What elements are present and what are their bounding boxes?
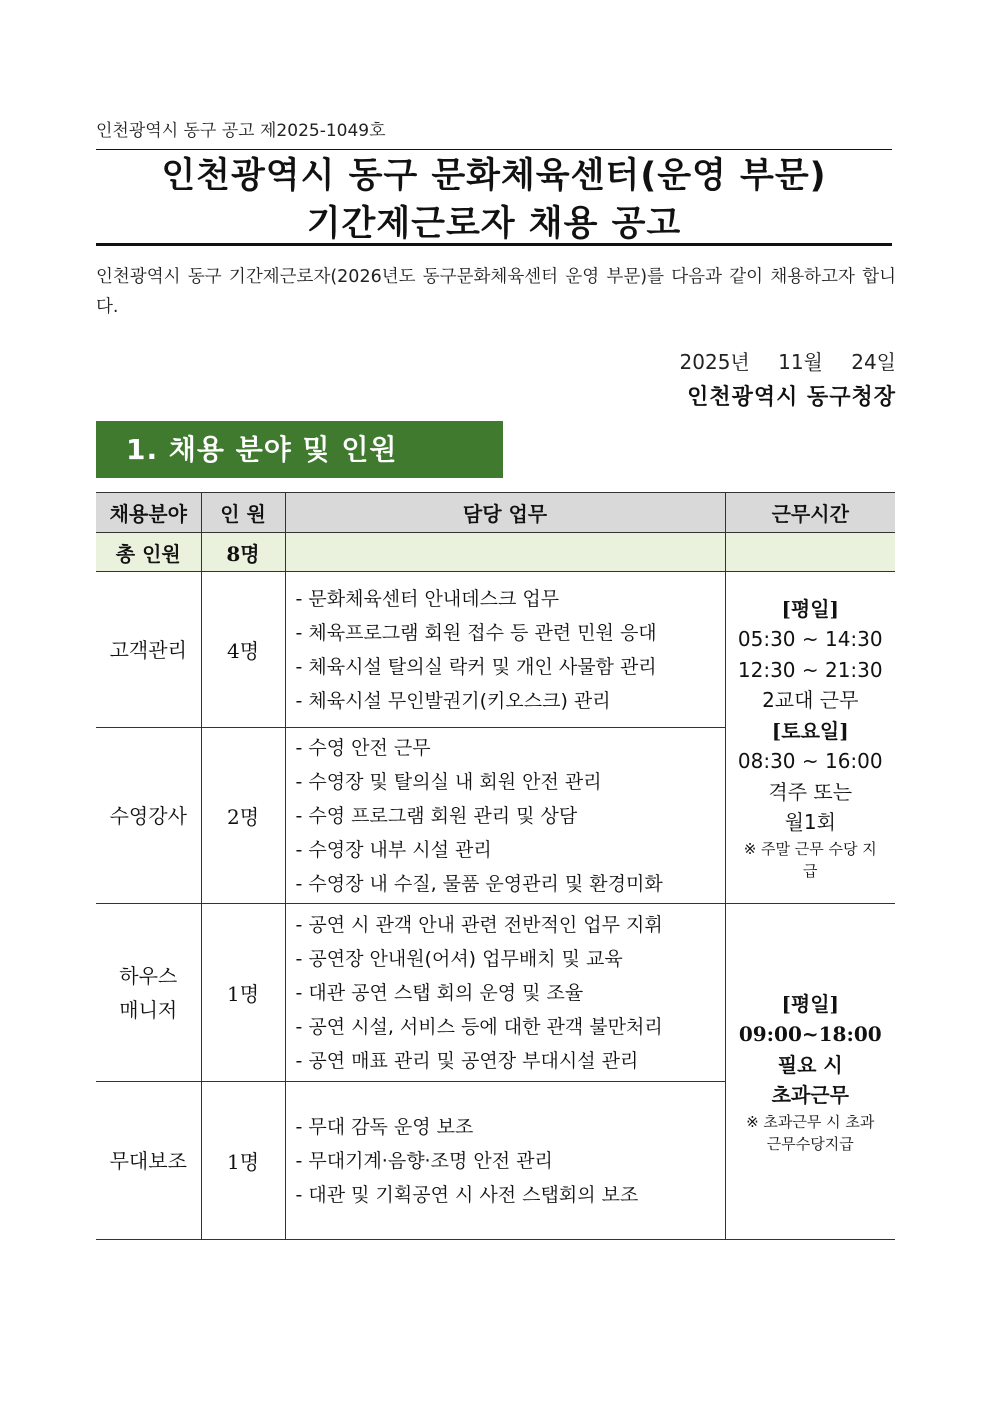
header-duties: 담당 업무 — [285, 493, 725, 533]
title-line-1: 인천광역시 동구 문화체육센터(운영 부문) — [161, 156, 827, 196]
duty-item: - 무대기계·음향·조명 안전 관리 — [295, 1149, 553, 1172]
weekday-time: 09:00~18:00 — [738, 1022, 882, 1046]
title-top-rule — [96, 149, 892, 150]
duties-cell — [285, 904, 725, 1082]
total-row — [96, 533, 895, 572]
duties-cell — [285, 728, 725, 904]
duties-cell — [285, 572, 725, 728]
count-cell: 4명 — [201, 572, 285, 728]
weekday-label: [평일] — [781, 991, 840, 1016]
duty-item: - 수영장 내부 시설 관리 — [295, 838, 492, 861]
notice-date: 2025년 11월 24일 — [679, 350, 896, 374]
field-cell: 무대보조 — [96, 1082, 201, 1240]
duty-item: - 수영장 내 수질, 물품 운영관리 및 환경미화 — [295, 872, 663, 895]
duty-item: - 대관 및 기획공연 시 사전 스탭회의 보조 — [295, 1183, 639, 1206]
overtime-line-2: 초과근무 — [771, 1083, 849, 1107]
section-1-heading: 1. 채용 분야 및 인원 — [96, 421, 503, 478]
notice-number: 인천광역시 동구 공고 제2025-1049호 — [96, 121, 386, 141]
shift-2: 12:30 ~ 21:30 — [737, 657, 883, 682]
saturday-frequency-2: 월1회 — [784, 810, 836, 834]
total-empty-duties — [285, 533, 725, 572]
duty-item: - 체육프로그램 회원 접수 등 관련 민원 응대 — [295, 621, 657, 644]
duty-item: - 수영장 및 탈의실 내 회원 안전 관리 — [295, 770, 602, 793]
count-cell: 2명 — [201, 728, 285, 904]
table-row — [96, 904, 895, 1082]
field-cell: 수영강사 — [96, 728, 201, 904]
header-count: 인 원 — [201, 493, 285, 533]
shift-1: 05:30 ~ 14:30 — [737, 627, 883, 651]
count-cell: 1명 — [201, 1082, 285, 1240]
issuer: 인천광역시 동구청장 — [687, 384, 896, 410]
duty-item: - 공연장 안내원(어셔) 업무배치 및 교육 — [295, 947, 623, 970]
count-cell: 1명 — [201, 904, 285, 1082]
total-empty-hours — [725, 533, 895, 572]
title-line-2: 기간제근로자 채용 공고 — [306, 204, 682, 244]
header-hours: 근무시간 — [725, 493, 895, 533]
duty-item: - 수영 프로그램 회원 관리 및 상담 — [295, 804, 578, 827]
duty-item: - 대관 공연 스탭 회의 운영 및 조율 — [295, 981, 584, 1004]
duties-cell — [285, 1082, 725, 1240]
shift-note: 2교대 근무 — [762, 688, 859, 712]
hours-cell-group-2 — [725, 904, 895, 1240]
field-cell — [96, 904, 201, 1082]
duty-item: - 무대 감독 운영 보조 — [295, 1115, 474, 1138]
field-line-1: 하우스 — [119, 963, 178, 988]
duty-item: - 공연 매표 관리 및 공연장 부대시설 관리 — [295, 1049, 639, 1072]
weekend-allowance-note: ※ 주말 근무 수당 지급 — [743, 839, 877, 880]
hours-cell-group-1 — [725, 572, 895, 904]
intro-paragraph: 인천광역시 동구 기간제근로자(2026년도 동구문화체육센터 운영 부문)를 다음과 같이 채용하고자 합니다. — [96, 267, 896, 317]
saturday-label: [토요일] — [771, 718, 849, 743]
field-cell: 고객관리 — [96, 572, 201, 728]
table-header-row — [96, 493, 895, 533]
duty-item: - 체육시설 무인발권기(키오스크) 관리 — [295, 689, 611, 712]
total-label: 총 인원 — [96, 533, 201, 572]
duty-item: - 공연 시 관객 안내 관련 전반적인 업무 지휘 — [295, 913, 663, 936]
overtime-line-1: 필요 시 — [777, 1052, 843, 1077]
page-title — [96, 152, 892, 248]
header-field: 채용분야 — [96, 493, 201, 533]
duty-item: - 공연 시설, 서비스 등에 대한 관객 불만처리 — [295, 1015, 663, 1038]
weekday-label: [평일] — [781, 596, 840, 621]
table-row — [96, 572, 895, 728]
total-count: 8명 — [201, 533, 285, 572]
duty-item: - 수영 안전 근무 — [295, 736, 431, 759]
saturday-time: 08:30 ~ 16:00 — [737, 749, 883, 773]
title-bottom-rule — [96, 243, 892, 246]
overtime-allowance-note: ※ 초과근무 시 초과 근무수당지급 — [746, 1112, 875, 1153]
duty-item: - 문화체육센터 안내데스크 업무 — [295, 587, 560, 610]
duty-item: - 체육시설 탈의실 락커 및 개인 사물함 관리 — [295, 655, 657, 678]
field-line-2: 매니저 — [119, 997, 178, 1022]
saturday-frequency-1: 격주 또는 — [768, 779, 853, 804]
recruitment-table — [96, 492, 895, 1240]
